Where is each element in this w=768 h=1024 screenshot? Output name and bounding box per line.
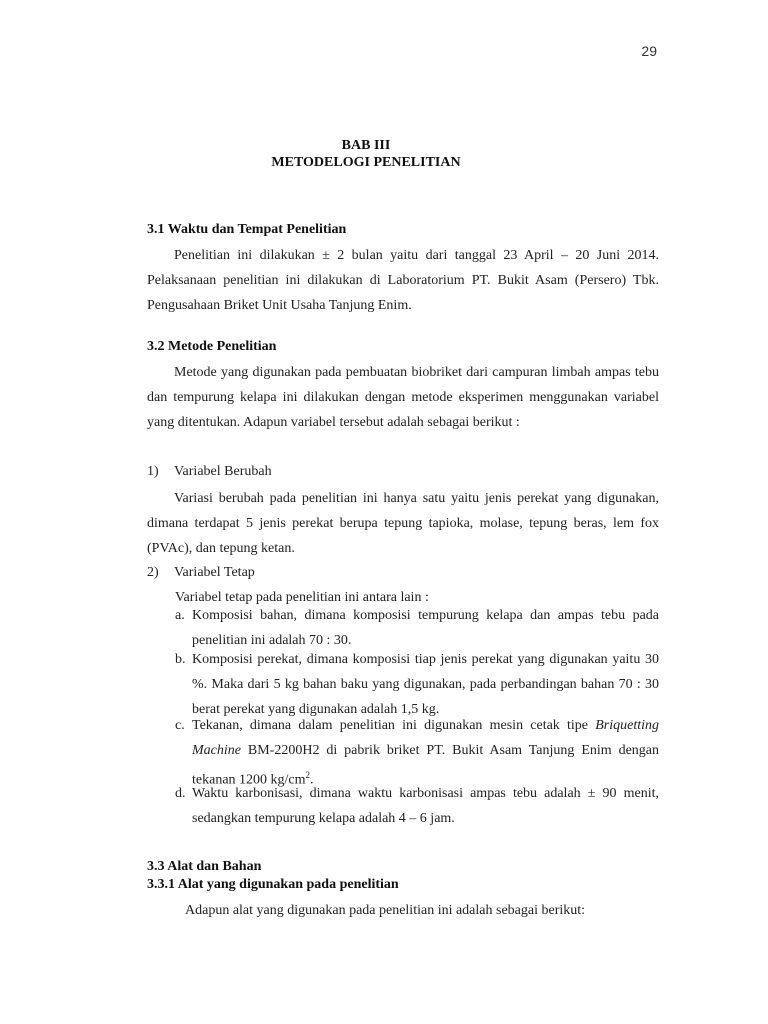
variable-item-1-number: 1) (147, 464, 159, 479)
page-number: 29 (641, 43, 657, 59)
section-3-2-heading: 3.2 Metode Penelitian (147, 339, 277, 354)
list-text-a: Komposisi bahan, dimana komposisi tempurung kelapa dan ampas tebu pada penelitian ini adalah 70 : 30. (192, 608, 659, 648)
section-3-3-1-paragraph: Adapun alat yang digunakan pada penelitian ini adalah sebagai berikut: (185, 903, 586, 918)
variable-item-1 (147, 464, 272, 480)
list-text-c-part2: BM-2200H2 di pabrik briket PT. Bukit Asam Tanjung Enim dengan tekanan 1200 kg/cm (192, 743, 659, 788)
section-3-2-paragraph: Metode yang digunakan pada pembuatan biobriket dari campuran limbah ampas tebu dan tempurung kelapa ini dilakukan dengan metode eksperimen menggunakan variabel yang ditentukan. Adapun variabel tersebut adalah sebagai berikut : (147, 365, 659, 430)
list-letter-a: a. (175, 608, 185, 623)
list-text-c-part1: Tekanan, dimana dalam penelitian ini digunakan mesin cetak tipe (192, 718, 589, 733)
section-3-1-heading: 3.1 Waktu dan Tempat Penelitian (147, 222, 347, 237)
list-item-d (175, 781, 659, 831)
list-text-c-superscript: 2 (305, 770, 311, 780)
variable-item-2-label: Variabel Tetap (174, 565, 255, 580)
list-letter-b: b. (175, 652, 186, 667)
list-text-c-italic: Briquetting Machine (192, 718, 659, 758)
list-letter-c: c. (175, 718, 185, 733)
chapter-number: BAB III (341, 138, 391, 153)
variable-item-1-text: Variasi berubah pada penelitian ini hanya satu yaitu jenis perekat yang digunakan, dimana terdapat 5 jenis perekat berupa tepung tapioka, molase, tepung beras, lem fox (PVAc), dan tepung ketan. (147, 491, 659, 556)
variable-item-2 (147, 565, 255, 581)
section-3-3-1-heading: 3.3.1 Alat yang digunakan pada penelitian (147, 877, 399, 892)
chapter-title: METODELOGI PENELITIAN (271, 155, 461, 170)
list-text-c-end: . (310, 772, 314, 788)
list-item-a (175, 603, 659, 653)
variable-item-1-label: Variabel Berubah (174, 464, 272, 479)
list-text-b: Komposisi perekat, dimana komposisi tiap jenis perekat yang digunakan yaitu 30 %. Maka dari 5 kg bahan baku yang digunakan, pada perbandingan bahan 70 : 30 berat perekat yang digunakan adalah 1,5 kg. (192, 652, 659, 717)
list-item-b (175, 647, 659, 722)
section-3-3-heading: 3.3 Alat dan Bahan (147, 859, 262, 874)
variable-item-2-number: 2) (147, 565, 159, 580)
list-text-d: Waktu karbonisasi, dimana waktu karbonisasi ampas tebu adalah ± 90 menit, sedangkan tempurung kelapa adalah 4 – 6 jam. (192, 786, 659, 826)
section-3-1-paragraph: Penelitian ini dilakukan ± 2 bulan yaitu dari tanggal 23 April – 20 Juni 2014. Pelaksanaan penelitian ini dilakukan di Laboratorium PT. Bukit Asam (Persero) Tbk. Pengusahaan Briket Unit Usaha Tanjung Enim. (147, 248, 659, 313)
variable-item-2-intro: Variabel tetap pada penelitian ini antara lain : (175, 590, 429, 605)
list-letter-d: d. (175, 786, 186, 801)
